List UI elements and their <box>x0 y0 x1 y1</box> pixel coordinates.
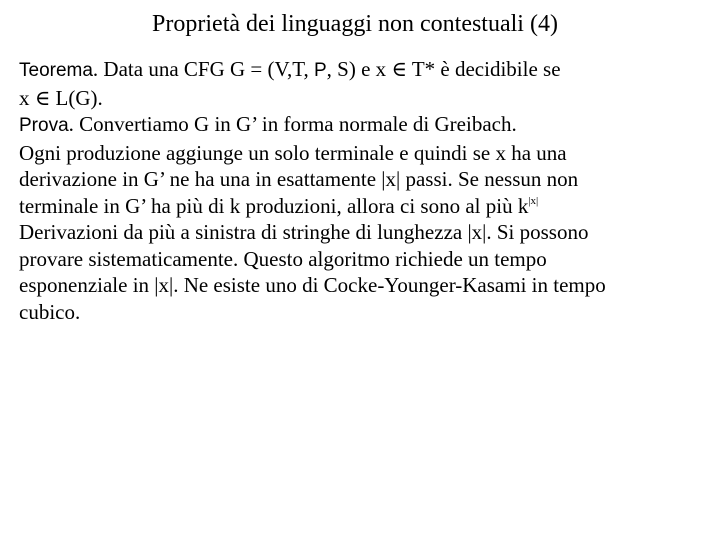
theorem-symbol-p: P <box>313 60 327 81</box>
proof-line-8: cubico. <box>19 299 81 324</box>
theorem-text-4: T* è decidibile se <box>406 57 561 81</box>
proof-text-1: . Convertiamo G in G’ in forma normale di Greibach. <box>68 112 517 136</box>
proof-line-4-exponent: |x| <box>528 194 539 207</box>
proof-line-1 <box>19 111 709 140</box>
theorem-line2-text-2: L(G). <box>50 85 103 110</box>
proof-line-6: provare sistematicamente. Questo algoritmo richiede un tempo <box>19 246 547 271</box>
proof-label: Prova <box>19 115 69 136</box>
element-of-symbol: ∈ <box>34 85 51 110</box>
proof-line-2: Ogni produzione aggiunge un solo terminale e quindi se x ha una <box>19 140 567 165</box>
theorem-line-1 <box>19 56 709 85</box>
theorem-text-3: , S) e x <box>326 57 392 81</box>
proof-line-3: derivazione in G’ ne ha una in esattamente |x| passi. Se nessun non <box>19 167 579 191</box>
theorem-line-2 <box>19 85 709 112</box>
slide-body <box>19 56 709 325</box>
slide-title: Proprietà dei linguaggi non contestuali (4) <box>152 11 558 37</box>
theorem-line2-text-1: x <box>19 85 35 110</box>
proof-line-4-text: terminale in G’ ha più di k produzioni, allora ci sono al più k <box>19 193 529 218</box>
theorem-label: Teorema <box>19 60 93 81</box>
proof-line-7: esponenziale in |x|. Ne esiste uno di Cocke-Younger-Kasami in tempo <box>19 273 606 297</box>
theorem-text-1: . Data una CFG G = (V,T, <box>92 57 314 81</box>
proof-line-4 <box>19 193 709 220</box>
proof-line-5: Derivazioni da più a sinistra di stringhe di lunghezza |x|. Si possono <box>19 220 589 244</box>
element-of-symbol: ∈ <box>391 57 407 81</box>
